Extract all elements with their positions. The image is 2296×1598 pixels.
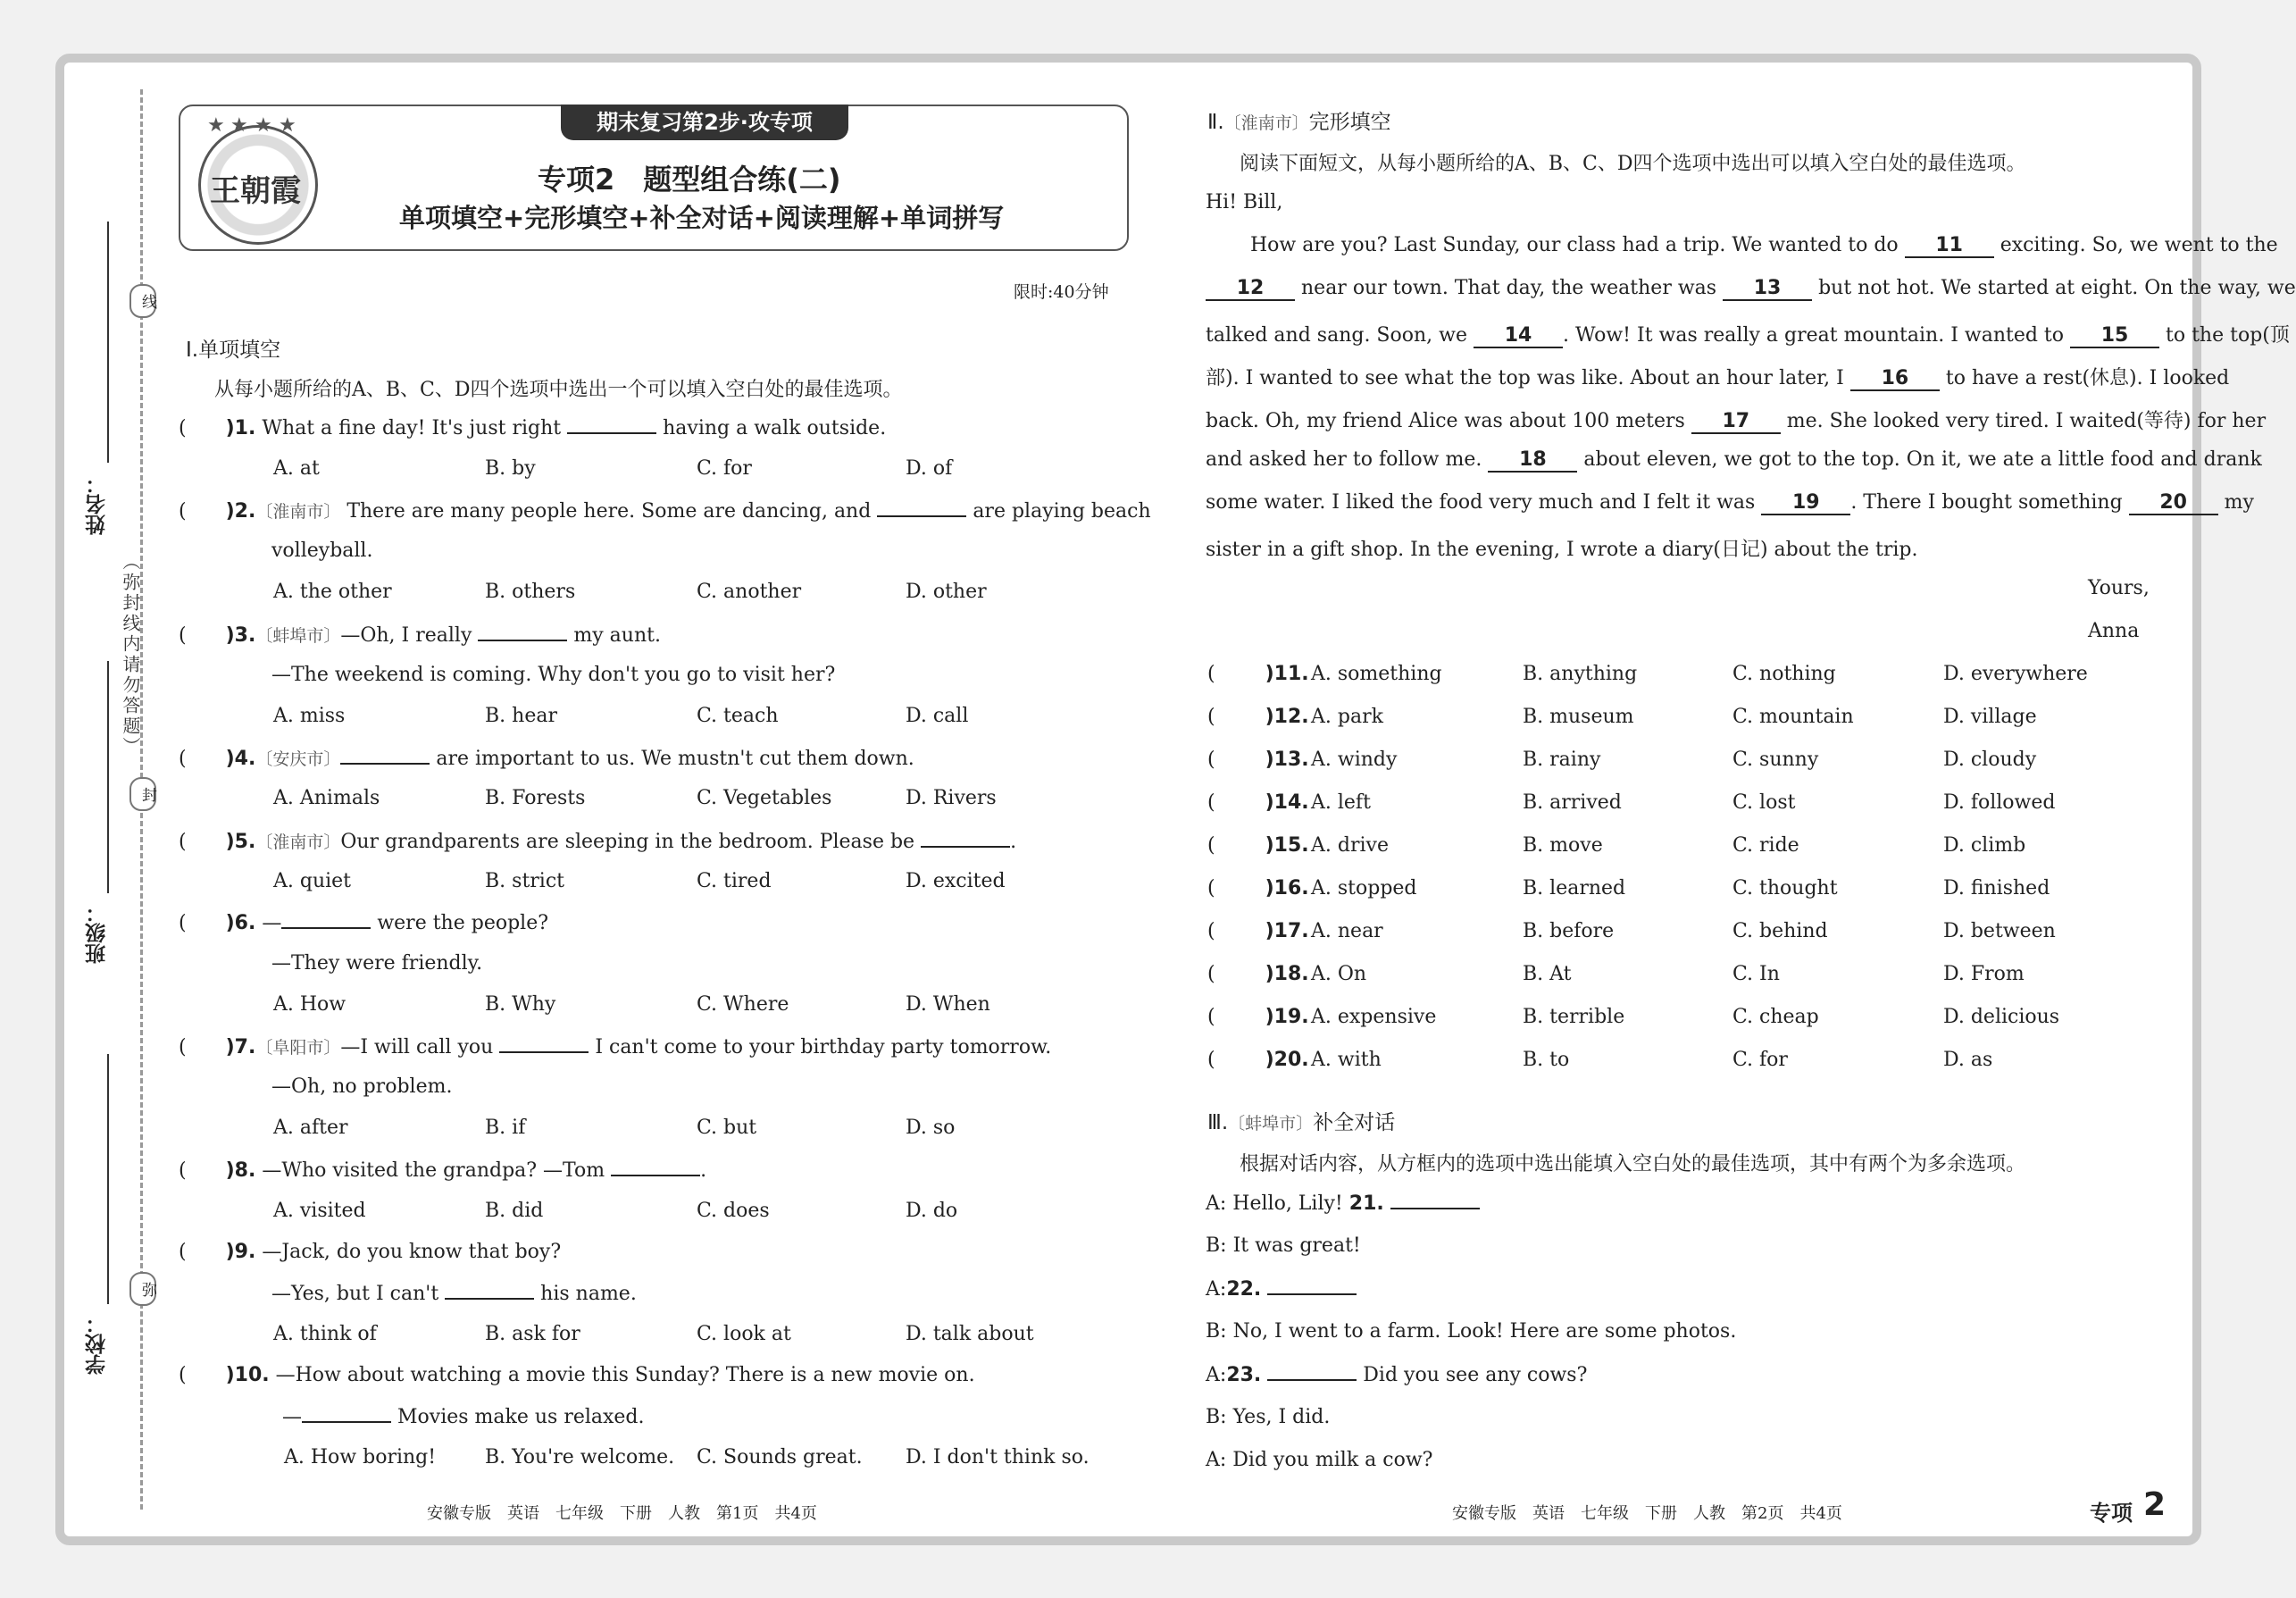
q18-option-b[interactable]: B. At [1523, 963, 1572, 985]
name-label: 姓名： [86, 473, 109, 535]
q3-option-c[interactable]: C. teach [697, 705, 779, 727]
cloze-question-17: ( )17. [1207, 920, 1309, 942]
q4-option-c[interactable]: C. Vegetables [697, 787, 832, 809]
q12-option-a[interactable]: A. park [1311, 706, 1383, 728]
question-6: ( )6. — were the people? [179, 912, 549, 934]
passage-line-6: and asked her to follow me. 18 about eleven, we got to the top. On it, we ate a little food and drank [1206, 448, 2262, 471]
q12-option-d[interactable]: D. village [1943, 706, 2037, 728]
name-field[interactable] [107, 222, 109, 463]
q19-option-a[interactable]: A. expensive [1311, 1006, 1437, 1028]
class-field[interactable] [107, 661, 109, 893]
answer-blank-23[interactable] [1267, 1363, 1357, 1381]
q11-option-b[interactable]: B. anything [1523, 663, 1638, 685]
q20-option-c[interactable]: C. for [1732, 1049, 1788, 1071]
passage-line-1: How are you? Last Sunday, our class had a trip. We wanted to do 11 exciting. So, we went to the [1250, 234, 2278, 256]
cloze-question-16: ( )16. [1207, 877, 1309, 899]
cloze-question-12: ( )12. [1207, 706, 1309, 728]
q17-option-d[interactable]: D. between [1943, 920, 2056, 942]
question-7-line-2: —Oh, no problem. [271, 1075, 453, 1098]
q3-option-d[interactable]: D. call [906, 705, 969, 727]
cloze-question-15: ( )15. [1207, 834, 1309, 857]
q13-option-b[interactable]: B. rainy [1523, 749, 1601, 771]
q20-option-b[interactable]: B. to [1523, 1049, 1570, 1071]
question-2-cont: volleyball. [271, 540, 373, 562]
q8-option-b[interactable]: B. did [485, 1200, 544, 1222]
q12-option-c[interactable]: C. mountain [1732, 706, 1854, 728]
question-3: ( )3.〔蚌埠市〕—Oh, I really my aunt. [179, 624, 661, 647]
q20-option-a[interactable]: A. with [1311, 1049, 1382, 1071]
q11-option-d[interactable]: D. everywhere [1943, 663, 2088, 685]
section-3-title: Ⅲ.〔蚌埠市〕补全对话 [1207, 1111, 1396, 1134]
q18-option-d[interactable]: D. From [1943, 963, 2025, 985]
passage-line-5: back. Oh, my friend Alice was about 100 meters 17 me. She looked very tired. I waited(等待) for her [1206, 410, 2267, 432]
dialogue-line-4: B: No, I went to a farm. Look! Here are some photos. [1206, 1320, 1737, 1343]
q13-option-a[interactable]: A. windy [1311, 749, 1398, 771]
q19-option-b[interactable]: B. terrible [1523, 1006, 1625, 1028]
q19-option-c[interactable]: C. cheap [1732, 1006, 1819, 1028]
question-9-line-2: —Yes, but I can't his name. [271, 1283, 637, 1305]
brand-seal-text: 王朝霞 [210, 173, 301, 209]
q5-option-b[interactable]: B. strict [485, 870, 564, 892]
cloze-question-20: ( )20. [1207, 1049, 1309, 1071]
q18-option-c[interactable]: C. In [1732, 963, 1780, 985]
cloze-question-13: ( )13. [1207, 749, 1309, 771]
q7-option-b[interactable]: B. if [485, 1117, 526, 1139]
q3-option-b[interactable]: B. hear [485, 705, 557, 727]
letter-closing: Yours, [2088, 577, 2150, 599]
q17-option-c[interactable]: C. behind [1732, 920, 1828, 942]
section-3-instructions: 根据对话内容，从方框内的选项中选出能填入空白处的最佳选项，其中有两个为多余选项。 [1240, 1153, 2026, 1175]
q7-option-d[interactable]: D. so [906, 1117, 956, 1139]
q2-option-d[interactable]: D. other [906, 581, 987, 603]
section-1-title: Ⅰ.单项填空 [186, 339, 281, 362]
q8-option-d[interactable]: D. do [906, 1200, 958, 1222]
q6-option-b[interactable]: B. Why [485, 993, 556, 1016]
question-2: ( )2.〔淮南市〕 There are many people here. Some are dancing, and are playing beach [179, 500, 1151, 523]
q15-option-d[interactable]: D. climb [1943, 834, 2026, 857]
seal-xian: 线 [129, 284, 156, 318]
seal-feng: 封 [129, 777, 156, 811]
question-10-line-2: — Movies make us relaxed. [282, 1406, 645, 1428]
q6-option-a[interactable]: A. How [273, 993, 346, 1016]
header-tab: 期末复习第2步·攻专项 [561, 105, 848, 140]
passage-line-2: 12 near our town. That day, the weather was 13 but not hot. We started at eight. On the way, we [1206, 277, 2296, 301]
q13-option-c[interactable]: C. sunny [1732, 749, 1819, 771]
q17-option-b[interactable]: B. before [1523, 920, 1615, 942]
question-5: ( )5.〔淮南市〕Our grandparents are sleeping in the bedroom. Please be . [179, 831, 1017, 853]
q4-option-a[interactable]: A. Animals [273, 787, 380, 809]
q5-option-d[interactable]: D. excited [906, 870, 1006, 892]
cloze-question-19: ( )19. [1207, 1006, 1309, 1028]
q17-option-a[interactable]: A. near [1311, 920, 1383, 942]
q9-option-c[interactable]: C. look at [697, 1323, 791, 1345]
section-2-instructions: 阅读下面短文，从每小题所给的A、B、C、D四个选项中选出可以填入空白处的最佳选项。 [1240, 153, 2026, 175]
footer-left: 安徽专版 英语 七年级 下册 人教 第1页 共4页 [427, 1504, 817, 1523]
q11-option-a[interactable]: A. something [1311, 663, 1442, 685]
page-subtitle: 单项填空+完形填空+补全对话+阅读理解+单词拼写 [399, 203, 1005, 233]
question-8: ( )8. —Who visited the grandpa? —Tom . [179, 1159, 707, 1182]
dialogue-line-6: B: Yes, I did. [1206, 1406, 1331, 1428]
q2-option-c[interactable]: C. another [697, 581, 802, 603]
q6-option-d[interactable]: D. When [906, 993, 990, 1016]
dialogue-line-5: A:23. Did you see any cows? [1206, 1364, 1588, 1386]
dialogue-line-7: A: Did you milk a cow? [1206, 1449, 1433, 1471]
q14-option-a[interactable]: A. left [1311, 791, 1371, 814]
passage-line-7: some water. I liked the food very much and I felt it was 19 . There I bought something 20 my [1206, 491, 2254, 514]
q12-option-b[interactable]: B. museum [1523, 706, 1634, 728]
q16-option-b[interactable]: B. learned [1523, 877, 1626, 899]
q5-option-c[interactable]: C. tired [697, 870, 772, 892]
q10-option-d[interactable]: D. I don't think so. [906, 1446, 1090, 1468]
q14-option-b[interactable]: B. arrived [1523, 791, 1622, 814]
passage-line-8: sister in a gift shop. In the evening, I wrote a diary(日记) about the trip. [1206, 539, 1918, 561]
answer-blank-22[interactable] [1267, 1277, 1357, 1295]
q1-option-b[interactable]: B. by [485, 457, 536, 480]
q1-option-a[interactable]: A. at [273, 457, 320, 480]
q16-option-c[interactable]: C. thought [1732, 877, 1838, 899]
letter-greeting: Hi! Bill, [1206, 191, 1283, 213]
q10-option-c[interactable]: C. Sounds great. [697, 1446, 863, 1468]
q11-option-c[interactable]: C. nothing [1732, 663, 1836, 685]
page-title: 专项2 题型组合练(二) [538, 163, 841, 197]
footer-right: 安徽专版 英语 七年级 下册 人教 第2页 共4页 [1452, 1504, 1842, 1523]
q1-option-c[interactable]: C. for [697, 457, 752, 480]
question-10: ( )10. —How about watching a movie this Sunday? There is a new movie on. [179, 1364, 975, 1386]
cloze-question-11: ( )11. [1207, 663, 1309, 685]
q2-option-a[interactable]: A. the other [273, 581, 392, 603]
cloze-question-14: ( )14. [1207, 791, 1309, 814]
star-icon: ★ [255, 114, 272, 137]
question-1: ( )1. What a fine day! It's just right having a walk outside. [179, 417, 887, 439]
seal-note: （弥封线内请勿答题） [120, 552, 141, 757]
q13-option-d[interactable]: D. cloudy [1943, 749, 2037, 771]
q19-option-d[interactable]: D. delicious [1943, 1006, 2060, 1028]
time-limit: 限时:40分钟 [1014, 282, 1109, 302]
q9-option-d[interactable]: D. talk about [906, 1323, 1034, 1345]
star-icon: ★ [207, 114, 225, 137]
q18-option-a[interactable]: A. On [1311, 963, 1367, 985]
dialogue-line-2: B: It was great! [1206, 1234, 1361, 1257]
star-icon: ★ [279, 114, 296, 137]
q4-option-b[interactable]: B. Forests [485, 787, 586, 809]
q20-option-d[interactable]: D. as [1943, 1049, 1993, 1071]
question-7: ( )7.〔阜阳市〕—I will call you I can't come to your birthday party tomorrow. [179, 1036, 1052, 1058]
section-1-instructions: 从每小题所给的A、B、C、D四个选项中选出一个可以填入空白处的最佳选项。 [214, 379, 903, 401]
q14-option-d[interactable]: D. followed [1943, 791, 2056, 814]
star-icon: ★ [230, 114, 248, 137]
seal-mi: 弥 [129, 1272, 156, 1306]
q7-option-a[interactable]: A. after [273, 1117, 348, 1139]
q9-option-b[interactable]: B. ask for [485, 1323, 580, 1345]
q3-option-a[interactable]: A. miss [273, 705, 346, 727]
q14-option-c[interactable]: C. lost [1732, 791, 1796, 814]
letter-signature: Anna [2088, 620, 2140, 642]
q10-option-b[interactable]: B. You're welcome. [485, 1446, 675, 1468]
q8-option-a[interactable]: A. visited [273, 1200, 366, 1222]
cloze-question-18: ( )18. [1207, 963, 1309, 985]
q7-option-c[interactable]: C. but [697, 1117, 757, 1139]
question-4: ( )4.〔安庆市〕 are important to us. We mustn't cut them down. [179, 748, 914, 770]
question-3-line-2: —The weekend is coming. Why don't you go to visit her? [271, 664, 836, 686]
q9-option-a[interactable]: A. think of [273, 1323, 377, 1345]
section-label: 专项 [2090, 1501, 2133, 1526]
q15-option-b[interactable]: B. move [1523, 834, 1603, 857]
school-label: 学校： [86, 1313, 109, 1375]
q8-option-c[interactable]: C. does [697, 1200, 770, 1222]
q15-option-c[interactable]: C. ride [1732, 834, 1799, 857]
q5-option-a[interactable]: A. quiet [273, 870, 352, 892]
q1-option-d[interactable]: D. of [906, 457, 953, 480]
answer-blank-21[interactable] [1390, 1192, 1480, 1209]
q16-option-a[interactable]: A. stopped [1311, 877, 1417, 899]
q16-option-d[interactable]: D. finished [1943, 877, 2050, 899]
dialogue-line-3: A:22. [1206, 1277, 1357, 1301]
question-9: ( )9. —Jack, do you know that boy? [179, 1241, 562, 1263]
passage-line-3: talked and sang. Soon, we 14 . Wow! It was really a great mountain. I wanted to 15 to the top(顶 [1206, 324, 2290, 347]
passage-line-4: 部). I wanted to see what the top was like. About an hour later, I 16 to have a rest(休息). I looked [1206, 367, 2230, 389]
section-number: 2 [2143, 1486, 2167, 1523]
q15-option-a[interactable]: A. drive [1311, 834, 1389, 857]
section-2-title: Ⅱ.〔淮南市〕完形填空 [1207, 111, 1391, 134]
q6-option-c[interactable]: C. Where [697, 993, 789, 1016]
school-field[interactable] [107, 1054, 109, 1304]
q10-option-a[interactable]: A. How boring! [284, 1446, 437, 1468]
dialogue-line-1: A: Hello, Lily! 21. [1206, 1192, 1480, 1215]
q2-option-b[interactable]: B. others [485, 581, 576, 603]
q4-option-d[interactable]: D. Rivers [906, 787, 997, 809]
class-label: 班级： [86, 902, 109, 964]
question-6-line-2: —They were friendly. [271, 952, 483, 975]
